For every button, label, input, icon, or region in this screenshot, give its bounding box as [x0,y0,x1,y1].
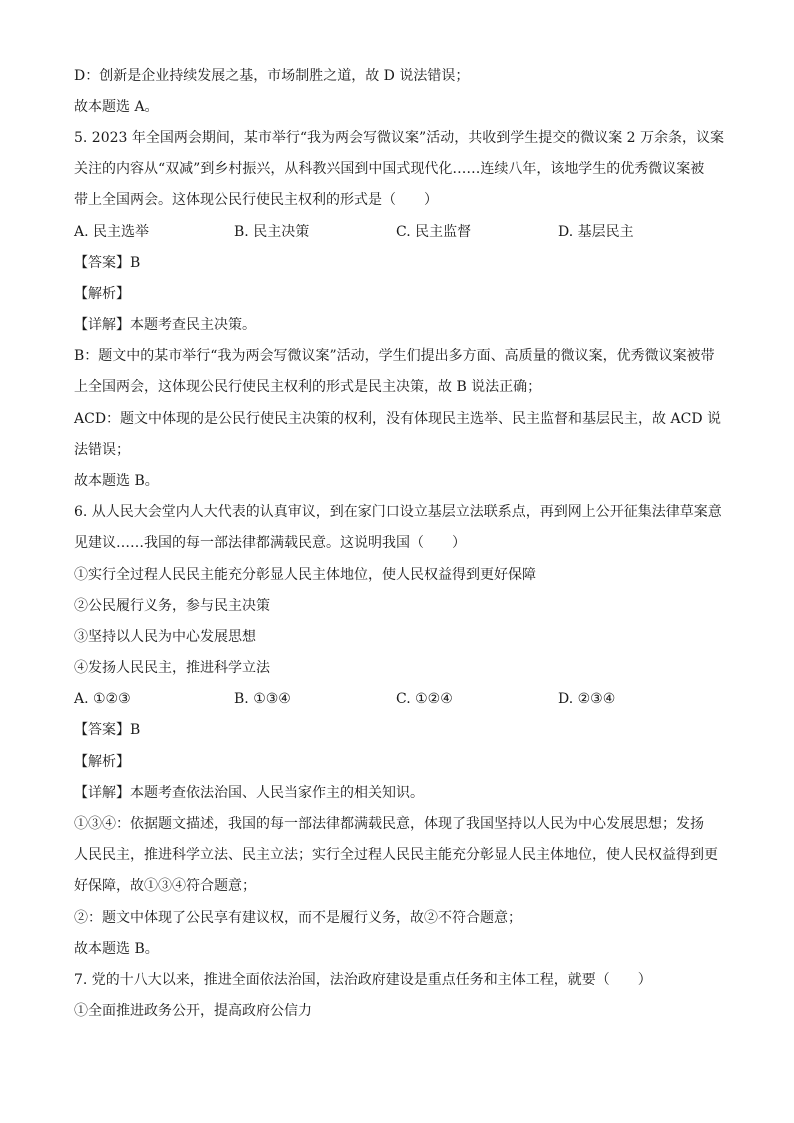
option-b: B. 民主决策 [234,224,310,240]
question-7-stem-line: 7. 党的十八大以来，推进全面依法治国，法治政府建设是重点任务和主体工程，就要（ ） [74,972,652,988]
detail-line: 故本题选 B。 [74,941,159,957]
detail-line: 好保障，故①③④符合题意； [74,878,256,894]
text-line: 故本题选 A。 [74,99,159,115]
answer-label: 【答案】B [74,722,141,738]
detail-line: ②：题文中体现了公民享有建议权，而不是履行义务，故②不符合题意； [74,910,522,926]
question-6-statement: ④发扬人民民主，推进科学立法 [74,660,270,676]
detail-line: B：题文中的某市举行“我为两会写微议案”活动，学生们提出多方面、高质量的微议案，优秀微议案被带 [74,348,715,364]
option-a: A. ①②③ [74,691,131,707]
option-c: C. 民主监督 [396,224,472,240]
option-b: B. ①③④ [234,691,291,707]
answer-label: 【答案】B [74,255,141,271]
question-7-statement: ①全面推进政务公开，提高政府公信力 [74,1003,312,1019]
question-6-statement: ①实行全过程人民民主能充分彰显人民主体地位，使人民权益得到更好保障 [74,567,536,583]
detail-line: 【详解】本题考查依法治国、人民当家作主的相关知识。 [74,785,424,801]
detail-line: 法错误； [74,442,130,458]
detail-line: 人民民主，推进科学立法、民主立法；实行全过程人民民主能充分彰显人民主体地位，使人民权益得到更 [74,847,718,863]
option-d: D. ②③④ [558,691,616,707]
detail-line: ①③④：依据题文描述，我国的每一部法律都满载民意，体现了我国坚持以人民为中心发展思想；发扬 [74,816,704,832]
analysis-label: 【解析】 [74,754,130,770]
question-5-stem-line: 带上全国两会。这体现公民行使民主权利的形式是（ ） [74,192,438,208]
option-a: A. 民主选举 [74,224,150,240]
question-6-stem-line: 见建议……我国的每一部法律都满载民意。这说明我国（ ） [74,535,466,551]
question-6-statement: ③坚持以人民为中心发展思想 [74,629,256,645]
detail-line: 故本题选 B。 [74,473,159,489]
question-6-statement: ②公民履行义务，参与民主决策 [74,598,270,614]
option-d: D. 基层民主 [558,224,634,240]
analysis-label: 【解析】 [74,286,130,302]
detail-line: 【详解】本题考查民主决策。 [74,317,256,333]
detail-line: ACD：题文中体现的是公民行使民主决策的权利，没有体现民主选举、民主监督和基层民主，故 ACD 说 [74,411,721,427]
option-c: C. ①②④ [396,691,453,707]
question-5-stem-line: 5. 2023 年全国两会期间，某市举行“我为两会写微议案”活动，共收到学生提交的微议案 2 万余条，议案 [74,130,725,146]
question-5-stem-line: 关注的内容从“双减”到乡村振兴，从科教兴国到中国式现代化……连续八年，该地学生的优秀微议案被 [74,161,705,177]
question-6-stem-line: 6. 从人民大会堂内人大代表的认真审议，到在家门口设立基层立法联系点，再到网上公开征集法律草案意 [74,504,722,520]
detail-line: 上全国两会，这体现公民行使民主权利的形式是民主决策，故 B 说法正确； [74,379,542,395]
text-line: D：创新是企业持续发展之基，市场制胜之道，故 D 说法错误； [74,68,470,84]
